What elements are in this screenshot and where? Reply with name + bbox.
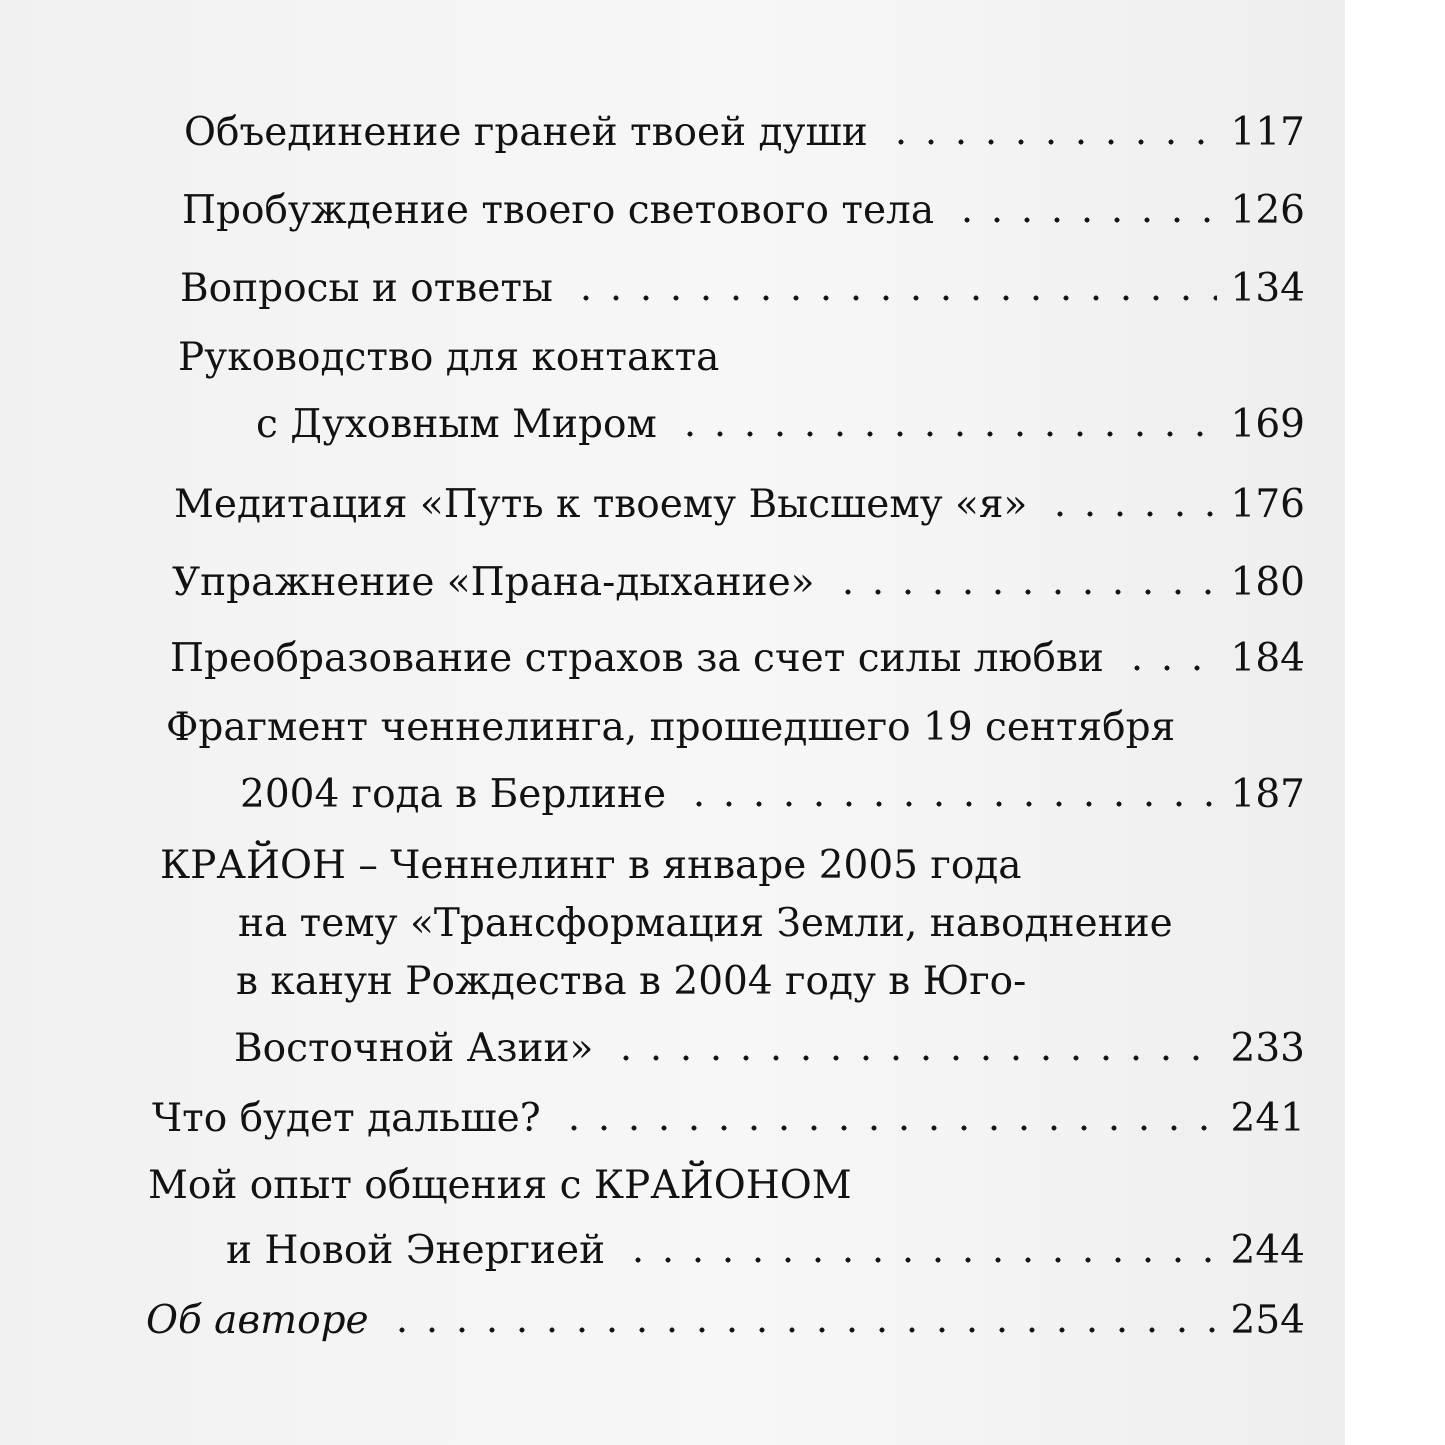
toc-entry-title: Вопросы и ответы <box>180 266 553 311</box>
dot-leader <box>886 139 1217 145</box>
dot-leader <box>387 1327 1217 1333</box>
toc-page-number: 176 <box>1230 482 1305 527</box>
toc-entry-title-continued: в канун Рождества в 2004 году в Юго- <box>236 959 1027 1004</box>
toc-entry-title-continued: Восточной Азии» <box>234 1026 594 1071</box>
toc-entry-title: Фрагмент ченнелинга, прошедшего 19 сентября <box>166 705 1176 750</box>
dot-leader <box>571 295 1217 301</box>
dot-leader <box>952 217 1216 223</box>
toc-entry-line <box>0 843 1305 894</box>
dot-leader <box>1122 665 1217 671</box>
toc-page-number: 187 <box>1230 772 1305 817</box>
dot-leader <box>675 431 1217 437</box>
toc-entry-title-continued: и Новой Энергией <box>226 1228 606 1273</box>
dot-leader <box>559 1125 1217 1131</box>
toc-page-number: 126 <box>1230 188 1305 233</box>
toc-page-number: 169 <box>1230 402 1305 447</box>
toc-entry-line <box>0 705 1305 756</box>
toc-entry-title: Пробуждение твоего светового тела <box>182 188 935 233</box>
toc-entry-line <box>0 901 1305 952</box>
toc-entry-title: Объединение граней твоей души <box>184 110 868 155</box>
toc-entry-title: Медитация «Путь к твоему Высшему «я» <box>174 482 1028 527</box>
toc-page-number: 184 <box>1230 636 1305 681</box>
toc-entry-title: КРАЙОН – Ченнелинг в январе 2005 года <box>160 843 1022 888</box>
toc-entry-line <box>0 182 1305 233</box>
toc-page-number: 117 <box>1230 110 1305 155</box>
toc-entry-title-continued: 2004 года в Берлине <box>240 772 667 817</box>
toc-page-number: 241 <box>1230 1096 1305 1141</box>
toc-entry-line <box>0 1222 1305 1273</box>
toc-page-number: 180 <box>1230 560 1305 605</box>
toc-entry-title-continued: с Духовным Миром <box>256 402 657 447</box>
toc-entry-line <box>0 1020 1305 1071</box>
dot-leader <box>1045 511 1216 517</box>
toc-entry-title: Об авторе <box>146 1298 369 1343</box>
toc-entry-line <box>0 1163 1305 1214</box>
toc-entry-line <box>0 766 1305 817</box>
toc-page-number: 134 <box>1230 266 1305 311</box>
toc-entry-title: Что будет дальше? <box>152 1096 541 1141</box>
toc-page-number: 254 <box>1230 1298 1305 1343</box>
toc-entry-title: Мой опыт общения с КРАЙОНОМ <box>148 1163 852 1208</box>
toc-entry-title: Руководство для контакта <box>178 335 720 380</box>
toc-page-number: 233 <box>1230 1026 1305 1071</box>
toc-entry-line <box>0 396 1305 447</box>
toc-entry-title-continued: на тему «Трансформация Земли, наводнение <box>238 901 1173 946</box>
toc-entry-line <box>0 476 1305 527</box>
toc-entry-line <box>0 104 1305 155</box>
toc-entry-line <box>0 335 1305 386</box>
toc-entry-line <box>0 260 1305 311</box>
toc-entry-line <box>0 630 1305 681</box>
toc-entry-title: Преобразование страхов за счет силы любви <box>170 636 1104 681</box>
dot-leader <box>684 801 1216 807</box>
toc-entry-title: Упражнение «Прана-дыхание» <box>172 560 815 605</box>
dot-leader <box>623 1257 1216 1263</box>
toc-page-number: 244 <box>1230 1228 1305 1273</box>
dot-leader <box>833 589 1217 595</box>
toc-entry-line <box>0 1292 1305 1343</box>
toc-entry-line <box>0 554 1305 605</box>
toc-entry-line <box>0 959 1305 1010</box>
dot-leader <box>611 1055 1216 1061</box>
toc-entry-line <box>0 1090 1305 1141</box>
